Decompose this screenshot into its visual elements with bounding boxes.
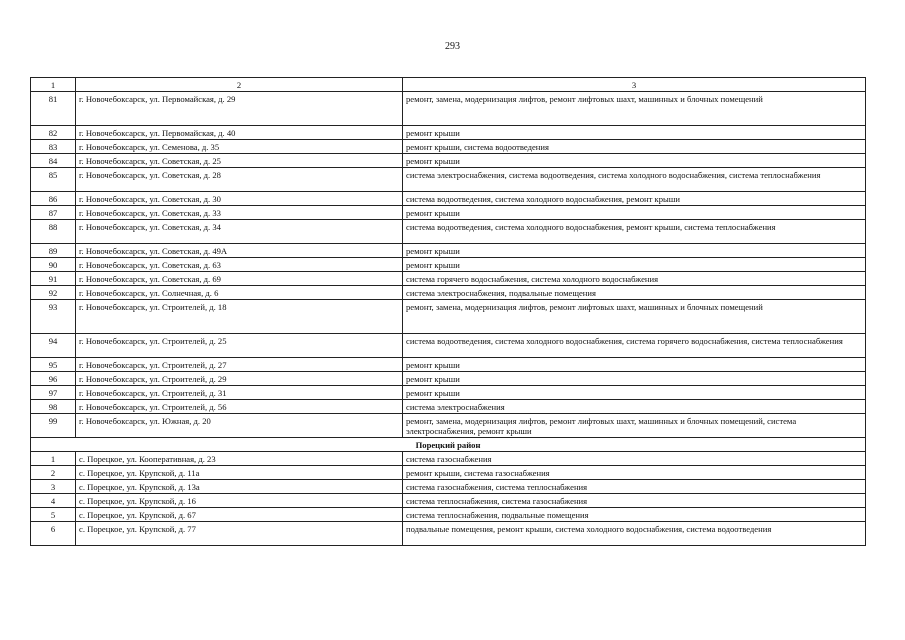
row-number: 1 [31,452,76,466]
row-number: 95 [31,358,76,372]
table-row [31,372,866,386]
row-number: 6 [31,522,76,546]
row-work-type: ремонт крыши [403,126,866,140]
row-work-type: ремонт крыши [403,358,866,372]
row-address: г. Новочебоксарск, ул. Первомайская, д. 29 [76,92,403,126]
table-row [31,92,866,126]
table-row [31,508,866,522]
row-work-type: система горячего водоснабжения, система холодного водоснабжения [403,272,866,286]
row-address: г. Новочебоксарск, ул. Советская, д. 33 [76,206,403,220]
row-number: 84 [31,154,76,168]
row-work-type: ремонт крыши [403,154,866,168]
row-number: 2 [31,466,76,480]
row-address: г. Новочебоксарск, ул. Строителей, д. 27 [76,358,403,372]
row-number: 5 [31,508,76,522]
table-row [31,414,866,438]
table-row [31,192,866,206]
row-work-type: система водоотведения, система холодного водоснабжения, система горячего водоснабжения, система теплоснабжения [403,334,866,358]
section-row [31,438,866,452]
row-number: 92 [31,286,76,300]
row-number: 93 [31,300,76,334]
row-address: г. Новочебоксарск, ул. Строителей, д. 29 [76,372,403,386]
row-number: 89 [31,244,76,258]
table-row [31,168,866,192]
table-row [31,452,866,466]
row-number: 96 [31,372,76,386]
row-number: 86 [31,192,76,206]
table-row [31,358,866,372]
row-address: с. Порецкое, ул. Кооперативная, д. 23 [76,452,403,466]
row-work-type: система электроснабжения, подвальные помещения [403,286,866,300]
row-address: с. Порецкое, ул. Крупской, д. 77 [76,522,403,546]
page-number: 293 [445,41,460,52]
row-number: 3 [31,480,76,494]
table-row [31,522,866,546]
header-col-1: 1 [31,78,76,92]
table-row [31,494,866,508]
table-row [31,300,866,334]
row-number: 87 [31,206,76,220]
table-row [31,466,866,480]
row-work-type: система теплоснабжения, система газоснабжения [403,494,866,508]
row-address: г. Новочебоксарск, ул. Строителей, д. 18 [76,300,403,334]
row-work-type: ремонт крыши [403,372,866,386]
row-work-type: ремонт крыши, система газоснабжения [403,466,866,480]
row-work-type: ремонт крыши [403,244,866,258]
row-address: г. Новочебоксарск, ул. Советская, д. 25 [76,154,403,168]
section-title: Порецкий район [31,438,866,452]
row-number: 82 [31,126,76,140]
row-address: г. Новочебоксарск, ул. Строителей, д. 25 [76,334,403,358]
row-address: г. Новочебоксарск, ул. Солнечная, д. 6 [76,286,403,300]
row-number: 91 [31,272,76,286]
row-address: г. Новочебоксарск, ул. Советская, д. 30 [76,192,403,206]
row-work-type: система водоотведения, система холодного водоснабжения, ремонт крыши [403,192,866,206]
row-address: г. Новочебоксарск, ул. Советская, д. 34 [76,220,403,244]
row-address: г. Новочебоксарск, ул. Южная, д. 20 [76,414,403,438]
row-number: 94 [31,334,76,358]
table-row [31,140,866,154]
row-address: с. Порецкое, ул. Крупской, д. 67 [76,508,403,522]
table-row [31,400,866,414]
table-row [31,220,866,244]
row-number: 88 [31,220,76,244]
header-col-3: 3 [403,78,866,92]
row-work-type: подвальные помещения, ремонт крыши, система холодного водоснабжения, система водоотведения [403,522,866,546]
table-row [31,244,866,258]
row-work-type: система электроснабжения, система водоотведения, система холодного водоснабжения, система теплоснабжения [403,168,866,192]
row-number: 97 [31,386,76,400]
row-number: 83 [31,140,76,154]
row-work-type: система электроснабжения [403,400,866,414]
header-col-2: 2 [76,78,403,92]
table-row [31,258,866,272]
row-address: г. Новочебоксарск, ул. Советская, д. 28 [76,168,403,192]
row-address: г. Новочебоксарск, ул. Строителей, д. 31 [76,386,403,400]
table-row [31,480,866,494]
row-work-type: ремонт крыши, система водоотведения [403,140,866,154]
row-address: г. Новочебоксарск, ул. Первомайская, д. 40 [76,126,403,140]
row-address: г. Новочебоксарск, ул. Семенова, д. 35 [76,140,403,154]
table-row [31,126,866,140]
row-work-type: система водоотведения, система холодного водоснабжения, ремонт крыши, система теплоснабжения [403,220,866,244]
row-number: 4 [31,494,76,508]
row-number: 99 [31,414,76,438]
table-row [31,286,866,300]
row-address: с. Порецкое, ул. Крупской, д. 16 [76,494,403,508]
header-row [31,78,866,92]
row-address: г. Новочебоксарск, ул. Советская, д. 49А [76,244,403,258]
row-work-type: ремонт крыши [403,206,866,220]
row-number: 98 [31,400,76,414]
row-address: с. Порецкое, ул. Крупской, д. 13а [76,480,403,494]
repair-register-table [30,77,866,546]
row-work-type: система теплоснабжения, подвальные помещения [403,508,866,522]
table-row [31,206,866,220]
row-work-type: система газоснабжения [403,452,866,466]
row-number: 81 [31,92,76,126]
table-row [31,386,866,400]
row-work-type: ремонт, замена, модернизация лифтов, ремонт лифтовых шахт, машинных и блочных помещений [403,92,866,126]
row-address: г. Новочебоксарск, ул. Советская, д. 63 [76,258,403,272]
row-address: г. Новочебоксарск, ул. Советская, д. 69 [76,272,403,286]
row-work-type: система газоснабжения, система теплоснабжения [403,480,866,494]
row-number: 85 [31,168,76,192]
row-address: г. Новочебоксарск, ул. Строителей, д. 56 [76,400,403,414]
row-work-type: ремонт, замена, модернизация лифтов, ремонт лифтовых шахт, машинных и блочных помещений, система электроснабжения, ремонт крыши [403,414,866,438]
row-work-type: ремонт, замена, модернизация лифтов, ремонт лифтовых шахт, машинных и блочных помещений [403,300,866,334]
row-work-type: ремонт крыши [403,386,866,400]
table-row [31,154,866,168]
row-work-type: ремонт крыши [403,258,866,272]
table-row [31,334,866,358]
table-body [31,78,866,546]
row-address: с. Порецкое, ул. Крупской, д. 11а [76,466,403,480]
table-row [31,272,866,286]
row-number: 90 [31,258,76,272]
